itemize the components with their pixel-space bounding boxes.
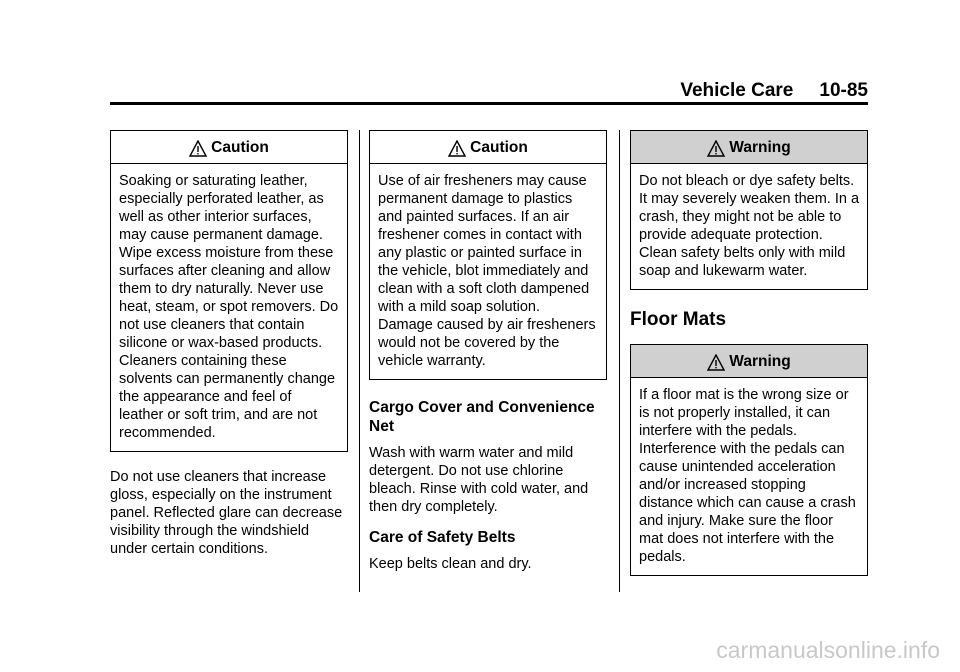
warning-triangle-icon	[707, 354, 725, 371]
warning-box-floor-mats	[630, 344, 868, 576]
section-title: Vehicle Care	[680, 80, 794, 101]
page-header	[110, 80, 868, 104]
floor-mats-heading: Floor Mats	[630, 309, 727, 330]
safety-belts-heading: Care of Safety Belts	[369, 529, 516, 546]
caution-title: Caution	[211, 139, 269, 156]
warning-header	[631, 131, 867, 164]
column-1	[110, 130, 348, 558]
header-text	[680, 80, 868, 102]
cargo-cover-paragraph: Wash with warm water and mild detergent. Do not use chlorine bleach. Rinse with cold water, and then dry completely.	[369, 445, 589, 515]
warning-triangle-icon	[448, 140, 466, 157]
column-divider-2	[619, 130, 620, 592]
header-rule	[110, 102, 868, 105]
warning-text: If a floor mat is the wrong size or is not properly installed, it can interfere with the pedals. Interference with the pedals can cause unintended acceleration and/or increased stopping distance which can cause a crash and injury. Make sure the floor mat does not interfere with the pedals.	[639, 387, 856, 565]
caution-title: Caution	[470, 139, 528, 156]
gloss-paragraph: Do not use cleaners that increase gloss, especially on the instrument panel. Reflected glare can decrease visibility through the windshield under certain conditions.	[110, 469, 343, 557]
page-number: 10-85	[819, 80, 868, 101]
warning-triangle-icon	[189, 140, 207, 157]
column-3	[630, 130, 868, 576]
warning-header	[631, 345, 867, 378]
caution-header	[111, 131, 347, 164]
watermark: carmanualsonline.info	[716, 637, 940, 663]
warning-box-safety-belts	[630, 130, 868, 290]
warning-title: Warning	[729, 139, 791, 156]
caution-text: Use of air fresheners may cause permanent damage to plastics and painted surfaces. If an air freshener comes in contact with any plastic or painted surface in the vehicle, blot immediately and clean with a soft cloth dampened with a mild soap solution. Damage caused by air fresheners would not be covered by the vehicle warranty.	[378, 173, 596, 369]
warning-text: Do not bleach or dye safety belts. It may severely weaken them. In a crash, they might not be able to provide adequate protection. Clean safety belts only with mild soap and lukewarm water.	[639, 173, 860, 279]
caution-box-air-fresheners	[369, 130, 607, 380]
caution-box-leather	[110, 130, 348, 452]
warning-title: Warning	[729, 353, 791, 370]
cargo-cover-heading: Cargo Cover and Convenience Net	[369, 399, 595, 435]
warning-triangle-icon	[707, 140, 725, 157]
column-2	[369, 130, 607, 573]
safety-belts-paragraph: Keep belts clean and dry.	[369, 556, 532, 572]
caution-header	[370, 131, 606, 164]
caution-text: Soaking or saturating leather, especially perforated leather, as well as other interior surfaces, may cause permanent damage. Wipe excess moisture from these surfaces after cleaning and allow them to dry naturally. Never use heat, steam, or spot removers. Do not use cleaners that contain silicone or wax-based products. Cleaners containing these solvents can permanently change the appearance and feel of leather or soft trim, and are not recommended.	[119, 173, 339, 441]
column-divider-1	[359, 130, 360, 592]
